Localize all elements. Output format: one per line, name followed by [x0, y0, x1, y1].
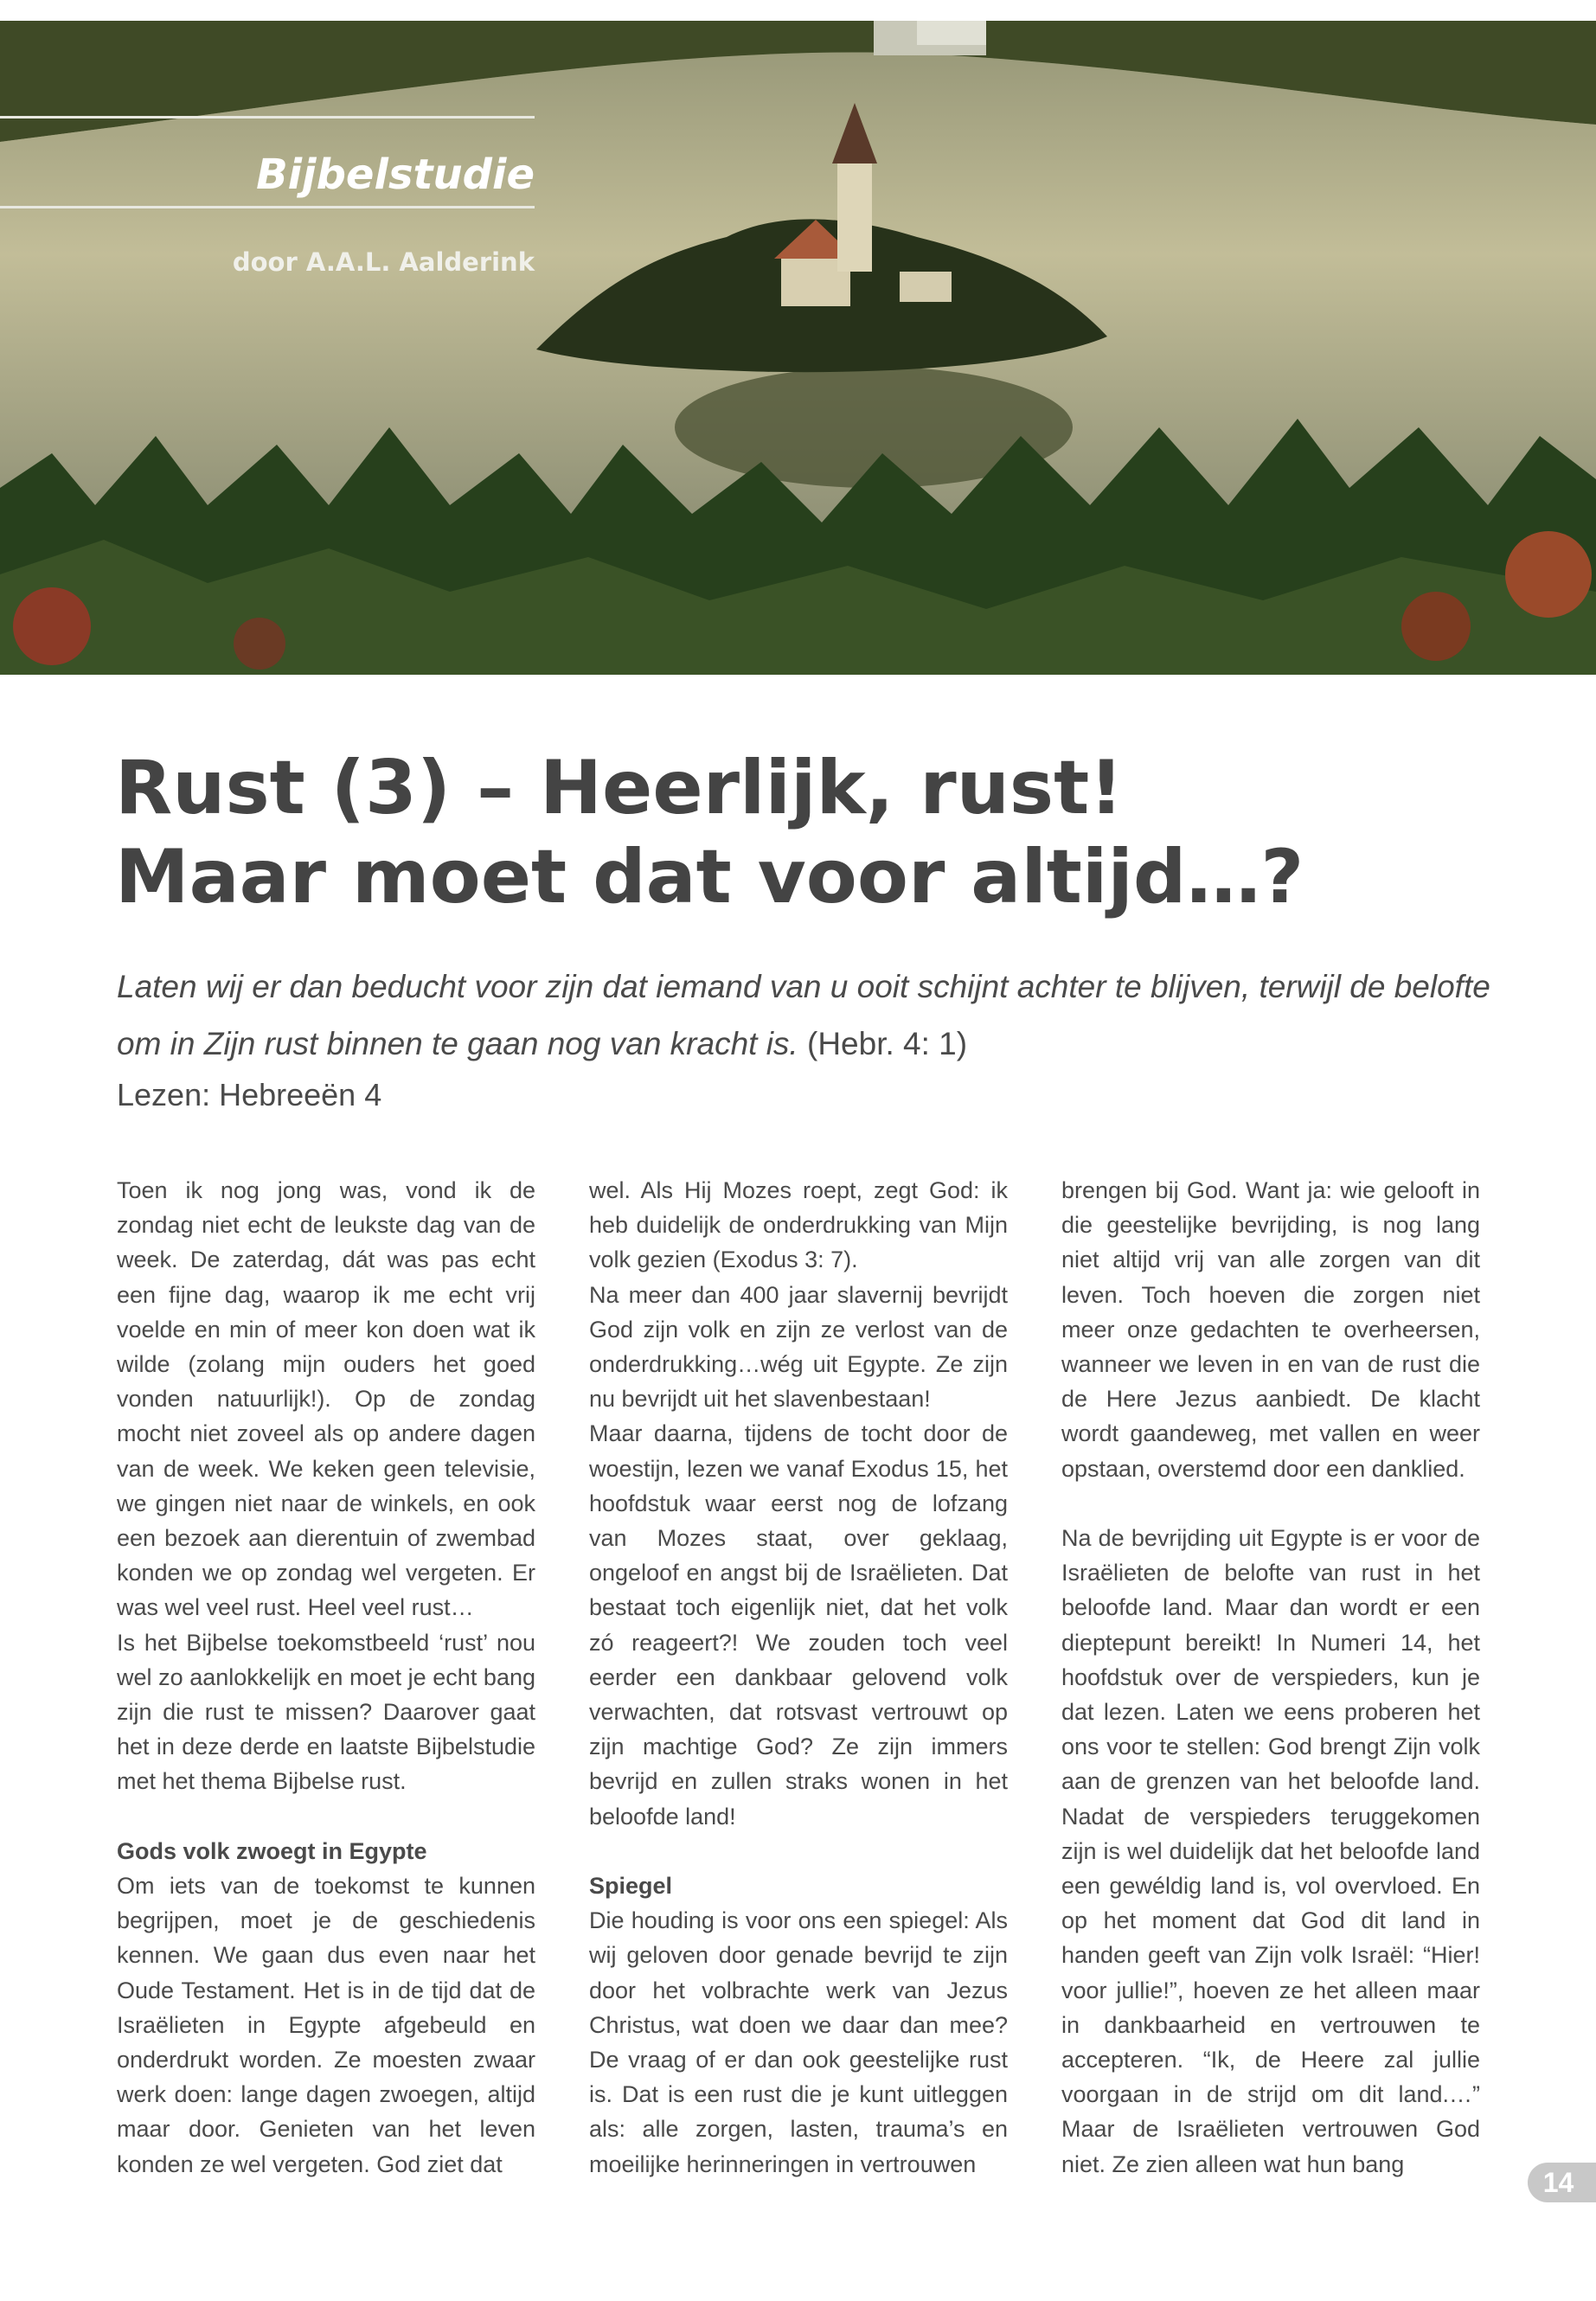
- lead-quote-text: Laten wij er dan beducht voor zijn dat iemand van u ooit schijnt achter te blijven, terwijl de belofte om in Zijn rust binnen te gaan nog van kracht is.: [117, 969, 1490, 1061]
- lead-quote: [117, 958, 1501, 1073]
- subheading: Gods volk zwoegt in Egypte: [117, 1837, 427, 1864]
- article-title: [115, 744, 1499, 922]
- paragraph: Na de bevrijding uit Egypte is er voor de Israëlieten de belofte van rust in het beloofde land. Maar dan wordt er een dieptepunt bereikt! In Numeri 14, het hoofdstuk over de verspieders, kun je dat lezen. Laten we eens proberen het ons voor te stellen: God brengt Zijn volk aan de grenzen van het beloofde land. Nadat de verspieders teruggekomen zijn is wel duidelijk dat het beloofde land een gewéldig land is, vol overvloed. En op het moment dat God dit land in handen geeft van Zijn volk Israël: “Hier! voor jullie!”, hoeven ze het alleen maar in dankbaarheid en vertrouwen te accepteren. “Ik, de Heere zal jullie voorgaan in de strijd om dit land.…” Maar de Israëlieten vertrouwen God niet. Ze zien alleen wat hun bang: [1061, 1525, 1480, 2177]
- subheading: Spiegel: [589, 1873, 673, 1900]
- title-line-2: Maar moet dat voor altijd…?: [115, 834, 1304, 920]
- lead-quote-reference: (Hebr. 4: 1): [798, 1026, 968, 1061]
- paragraph: Na meer dan 400 jaar slavernij bevrijdt God zijn volk en zijn ze verlost van de onderdrukking…wég uit Egypte. Ze zijn nu bevrijdt uit het slavenbestaan!: [589, 1281, 1008, 1413]
- paragraph: Om iets van de toekomst te kunnen begrijpen, moet je de geschiedenis kennen. We gaan dus even naar het Oude Testament. Het is in de tijd dat de Israëlieten in Egypte afgebeuld en onderdrukt worden. Ze moesten zwaar werk doen: lange dagen zwoegen, altijd maar door. Genieten van het leven konden ze wel vergeten. God ziet dat: [117, 1873, 535, 2177]
- kicker-rule-top: [0, 116, 535, 119]
- author-byline: door A.A.L. Aalderink: [232, 247, 535, 277]
- paragraph: Maar daarna, tijdens de tocht door de woestijn, lezen we vanaf Exodus 15, het hoofdstuk waar eerst nog de lofzang van Mozes staat, over geklaag, ongeloof en angst bij de Israëlieten. Dat bestaat toch eigenlijk niet, dat het volk zó reageert?! We zouden toch veel eerder een dankbaar gelovend volk verwachten, dat rotsvast vertrouwt op zijn machtige God? Ze zijn immers bevrijd en zullen straks wonen in het beloofde land!: [589, 1420, 1008, 1830]
- reading-reference: Lezen: Hebreeën 4: [117, 1077, 382, 1112]
- title-line-1: Rust (3) – Heerlijk, rust!: [115, 745, 1124, 831]
- column-2: [589, 1173, 1008, 2182]
- paragraph: brengen bij God. Want ja: wie gelooft in die geestelijke bevrijding, is nog lang niet altijd vrij van alle zorgen van dit leven. Toch hoeven die zorgen niet meer onze gedachten te overheersen, wanneer we leven in en van de rust die de Here Jezus aanbiedt. De klacht wordt gaandeweg, met vallen en weer opstaan, overstemd door een danklied.: [1061, 1177, 1480, 1482]
- page-number: 14: [1528, 2163, 1596, 2202]
- paragraph: wel. Als Hij Mozes roept, zegt God: ik heb duidelijk de onderdrukking van Mijn volk gezien (Exodus 3: 7).: [589, 1177, 1008, 1273]
- column-1: [117, 1173, 535, 2182]
- paragraph: Is het Bijbelse toekomstbeeld ‘rust’ nou wel zo aanlokkelijk en moet je echt bang zijn die rust te missen? Daarover gaat het in deze derde en laatste Bijbelstudie met het thema Bijbelse rust.: [117, 1629, 535, 1795]
- paragraph: Die houding is voor ons een spiegel: Als wij geloven door genade bevrijd te zijn door het volbrachte werk van Jezus Christus, wat doen we daar dan mee? De vraag of er dan ook geestelijke rust is. Dat is een rust die je kunt uitleggen als: alle zorgen, lasten, trauma’s en moeilijke herinneringen in vertrouwen: [589, 1907, 1008, 2177]
- hero-photo: [0, 21, 1596, 675]
- kicker-rule-bottom: [0, 206, 535, 208]
- paragraph: Toen ik nog jong was, vond ik de zondag niet echt de leukste dag van de week. De zaterdag, dát was pas echt een fijne dag, waarop ik me echt vrij voelde en min of meer kon doen wat ik wilde (zolang mijn ouders het goed vonden natuurlijk!). Op de zondag mocht niet zoveel als op andere dagen van de week. We keken geen televisie, we gingen niet naar de winkels, en ook een bezoek aan dierentuin of zwembad konden we op zondag wel vergeten. Er was wel veel rust. Heel veel rust…: [117, 1177, 535, 1621]
- lake-island-church-photo: [0, 21, 1596, 675]
- section-label: Bijbelstudie: [256, 151, 535, 199]
- column-3: [1061, 1173, 1480, 2182]
